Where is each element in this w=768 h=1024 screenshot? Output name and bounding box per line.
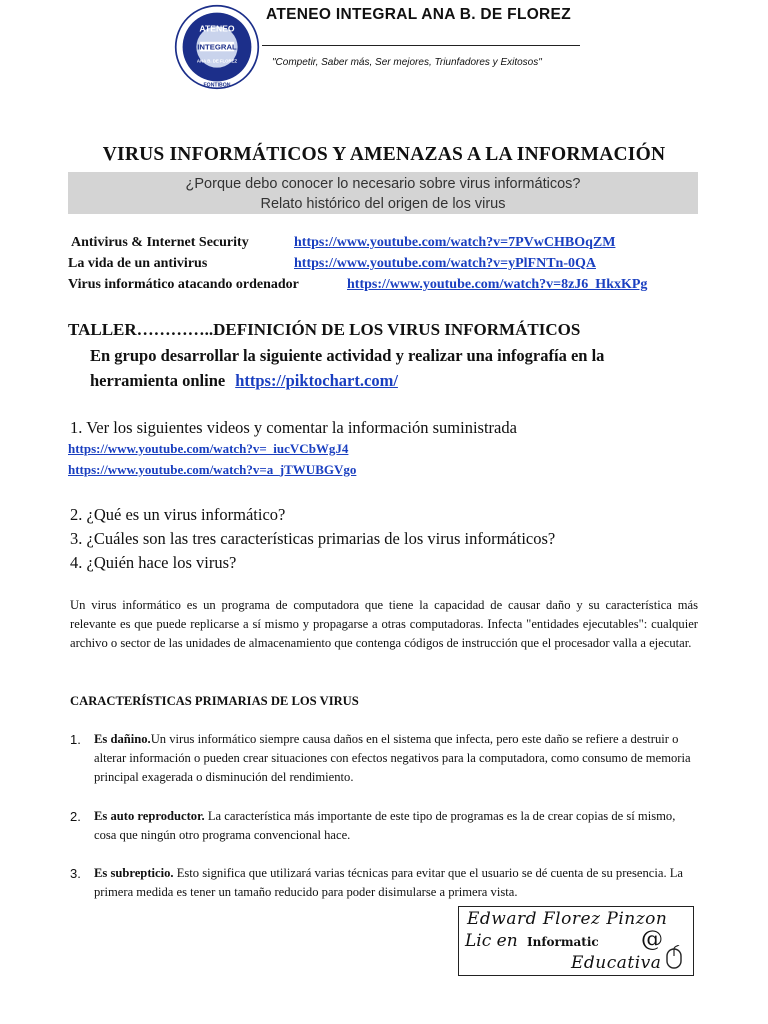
characteristic-body <box>94 807 698 845</box>
question-4: 4. ¿Quién hace los virus? <box>70 553 237 572</box>
characteristic-text: La característica más importante de este tipo de programas es la de crear copias de sí mismo, cosa que ningún otro programa convencional hace. <box>94 809 676 842</box>
characteristic-text: Esto significa que utilizará varias técnicas para evitar que el usuario se dé cuenta de su presencia. La primera medida es tener un tamaño reducido para poder disimularse a primera vista. <box>94 866 684 899</box>
author-signature <box>458 906 694 976</box>
resource-label: Virus informático atacando ordenador <box>68 277 299 292</box>
question-3: 3. ¿Cuáles son las tres características primarias de los virus informáticos? <box>70 529 556 548</box>
logo-text-mid: INTEGRAL <box>197 42 237 52</box>
school-motto: "Competir, Saber más, Ser mejores, Triunfadores y Exitosos" <box>272 57 542 68</box>
resource-label: Antivirus & Internet Security <box>71 235 249 250</box>
computer-mouse-icon <box>665 945 683 969</box>
characteristic-body <box>94 864 698 902</box>
definition-paragraph: Un virus informático es un programa de computadora que tiene la capacidad de causar daño y su característica más relevante es que puede replicarse a sí mismo y propagarse a otras computadoras. Infecta "entidades ejecutables": cualquier archivo o sector de las unidades de almacenamiento que contenga códigos de instrucción que el procesador valla a ejecutar. <box>70 598 698 650</box>
video-link-2[interactable]: https://www.youtube.com/watch?v=a_jTWUBGVgo <box>68 462 357 477</box>
logo-text-bottom: FONTIBON <box>203 82 231 89</box>
characteristic-number: 2. <box>70 809 81 824</box>
school-seal-logo <box>174 4 260 90</box>
signature-degree: Lic en <box>465 931 518 951</box>
characteristic-term: Es subrepticio. <box>94 866 174 880</box>
taller-text-line-1: En grupo desarrollar la siguiente actividad y realizar una infografía en la <box>90 346 605 365</box>
video-link-1[interactable]: https://www.youtube.com/watch?v=_iucVCbWgJ4 <box>68 441 349 456</box>
piktochart-link[interactable]: https://piktochart.com/ <box>235 371 398 390</box>
characteristic-term: Es auto reproductor. <box>94 809 205 823</box>
characteristic-text: Un virus informático siempre causa daños en el sistema que infecta, pero este daño se refiere a destruir o alterar información o pueden crear situaciones con efectos negativos para la computadora, como consumo de memoria principal exagerada o disminución del rendimiento. <box>94 732 691 784</box>
logo-text-top: ATENEO <box>199 23 235 34</box>
subtitle-box <box>68 172 698 214</box>
characteristic-number: 1. <box>70 732 81 747</box>
characteristics-heading: CARACTERÍSTICAS PRIMARIAS DE LOS VIRUS <box>70 694 359 708</box>
characteristic-term: Es dañino. <box>94 732 151 746</box>
school-name: ATENEO INTEGRAL ANA B. DE FLOREZ <box>266 6 571 23</box>
subtitle-line-2: Relato histórico del origen de los virus <box>260 196 506 212</box>
resource-label: La vida de un antivirus <box>68 256 208 271</box>
subtitle-line-1: ¿Porque debo conocer lo necesario sobre virus informáticos? <box>185 176 581 192</box>
question-2: 2. ¿Qué es un virus informático? <box>70 505 286 524</box>
taller-heading: TALLER…………..DEFINICIÓN DE LOS VIRUS INFORMÁTICOS <box>68 320 581 339</box>
characteristic-body <box>94 730 698 787</box>
resource-link[interactable]: https://www.youtube.com/watch?v=8zJ6_HkxKPg <box>347 277 648 292</box>
question-1: 1. Ver los siguientes videos y comentar la información suministrada <box>70 418 517 437</box>
at-sign-icon: @ <box>641 927 663 952</box>
signature-field: Informatic <box>527 935 599 949</box>
signature-specialty: Educativa <box>571 953 662 973</box>
header-divider <box>262 45 580 46</box>
resource-link[interactable]: https://www.youtube.com/watch?v=yPlFNTn-0QA <box>294 256 596 271</box>
characteristic-number: 3. <box>70 866 81 881</box>
signature-name: Edward Florez Pinzon <box>467 909 668 929</box>
taller-text-line-2: herramienta online <box>90 371 226 390</box>
logo-text-ring: ANA B. DE FLOREZ <box>196 58 238 64</box>
taller-instructions <box>90 343 710 393</box>
resource-link[interactable]: https://www.youtube.com/watch?v=7PVwCHBOqZM <box>294 235 616 250</box>
document-title: VIRUS INFORMÁTICOS Y AMENAZAS A LA INFORMACIÓN <box>102 144 666 165</box>
